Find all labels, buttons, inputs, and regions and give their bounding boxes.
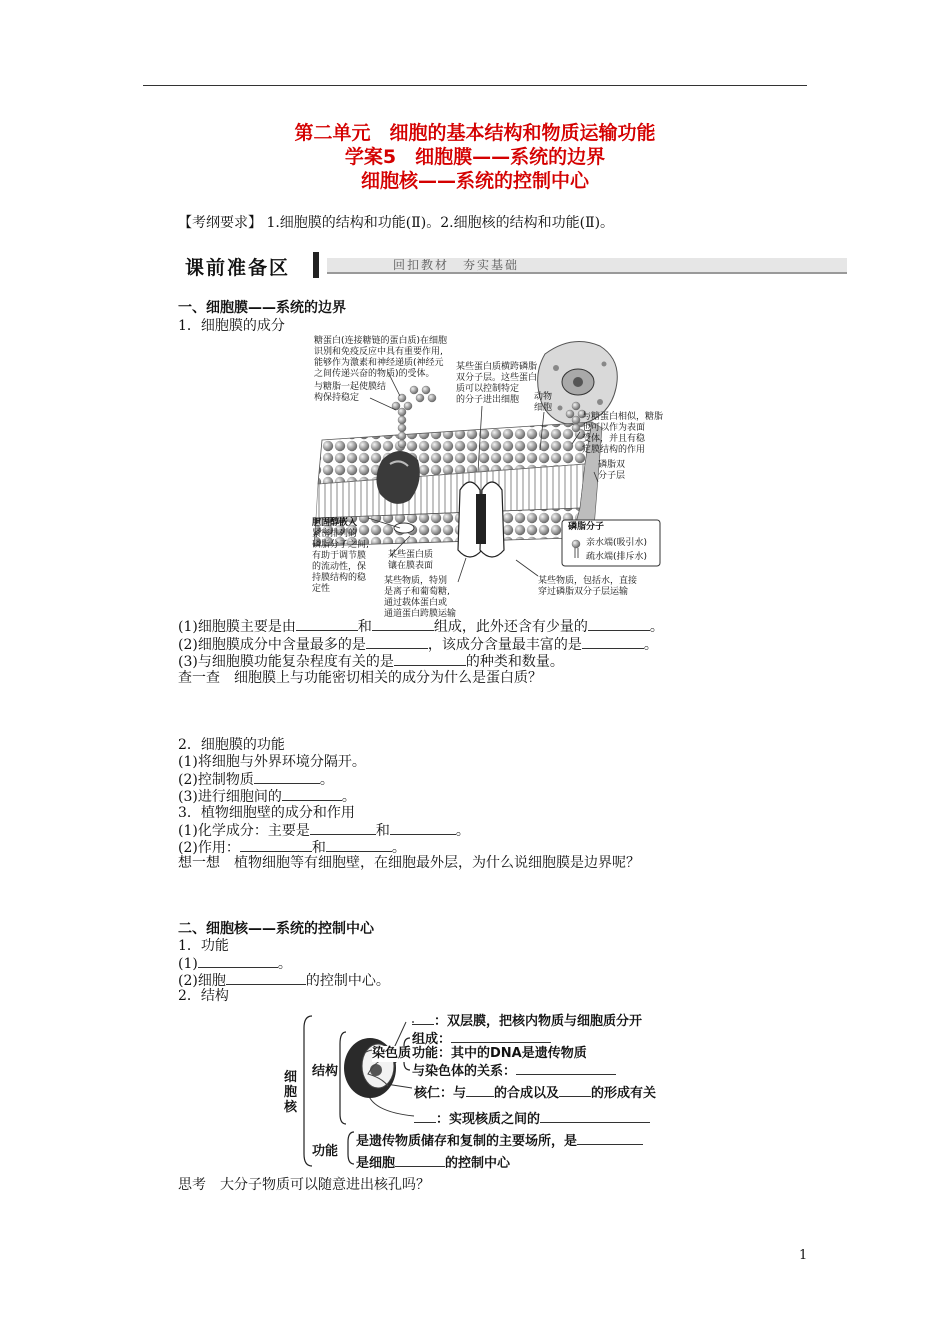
blank	[372, 618, 434, 631]
blank	[395, 1154, 445, 1167]
tree-membrane: ：双层膜，把核内物质与细胞质分开	[412, 1012, 642, 1030]
section1-sub1: 1．细胞膜的成分	[178, 318, 285, 334]
legend-title: 磷脂分子	[568, 522, 605, 532]
cholesterol-icon	[394, 523, 414, 533]
label-animal-cell: 动物 细胞	[534, 392, 553, 413]
label-bilayer: 磷脂双 分子层	[598, 460, 626, 481]
blank	[577, 1132, 643, 1145]
label-glycolipid: 与糖蛋白相似，糖脂 也可以作为表面 受体，并且有稳 定膜结构的作用	[582, 412, 664, 455]
label-water: 某些物质，包括水，直接 穿过磷脂双分子层运输	[538, 576, 638, 597]
blank	[559, 1084, 591, 1097]
tree-dna: 功能：其中的DNA是遗传物质	[412, 1046, 587, 1061]
header-rule	[143, 85, 807, 86]
think-question: 想一想 植物细胞等有细胞壁，在细胞最外层，为什么说细胞膜是边界呢？	[178, 855, 640, 871]
blank	[254, 771, 320, 784]
title-line-2: 学案5 细胞膜——系统的边界	[344, 146, 606, 168]
section-banner	[175, 252, 847, 278]
tree-function-label: 功能	[312, 1144, 339, 1159]
blank	[390, 822, 456, 835]
ponder-question: 思考 大分子物质可以随意进出核孔吗？	[178, 1177, 430, 1193]
blank	[226, 972, 306, 985]
blank	[296, 618, 358, 631]
nucleus-function-2: (2)细胞 的控制中心。	[178, 973, 390, 989]
wall-2: (2)作用： 和 。	[178, 840, 406, 856]
question-2: (2)细胞膜成分中含量最多的是 ，该成分含量最丰富的是 。	[178, 637, 658, 653]
blank	[451, 1030, 551, 1043]
legend-hydrophilic: 亲水端(吸引水)	[586, 538, 648, 548]
blank	[412, 1012, 434, 1025]
label-glycoprotein: 糖蛋白(连接糖链的蛋白质)在细胞 识别和免疫反应中具有重要作用, 能够作为激素和神经递质(神经元 之间传递兴奋的物质)的受体。	[314, 336, 448, 379]
tree-function-2: 是细胞 的控制中心	[356, 1156, 511, 1171]
question-1: (1)细胞膜主要是由 和 组成，此外还含有少量的 。	[178, 619, 664, 635]
label-ions: 某些物质，特别 是离子和葡萄糖, 通过载体蛋白或 通道蛋白跨膜运输	[384, 576, 457, 619]
banner-subtitle: 回扣教材 夯实基础	[393, 258, 520, 272]
blank	[516, 1062, 616, 1075]
blank	[282, 788, 342, 801]
label-embedded: 某些蛋白质 镶在膜表面	[388, 550, 434, 571]
section1-sub3: 3．植物细胞壁的成分和作用	[178, 805, 355, 821]
requirements	[178, 215, 614, 231]
section1-sub2: 2．细胞膜的功能	[178, 737, 285, 753]
cell-membrane-diagram	[310, 332, 670, 622]
title-line-1: 第二单元 细胞的基本结构和物质运输功能	[294, 122, 656, 144]
blank	[588, 618, 650, 631]
nucleus-function-1: (1) 。	[178, 956, 292, 972]
label-cholesterol: 胆固醇嵌入 紧密排列的 磷脂分子之间, 有助于调节膜 的流动性，保 持膜结构的稳 定性	[312, 518, 369, 594]
blank	[394, 653, 466, 666]
function-1: (1)将细胞与外界环境分隔开。	[178, 754, 366, 770]
blank	[466, 1084, 494, 1097]
tree-pore: ：实现核质之间的	[414, 1110, 650, 1128]
tree-chromatin: 染色质	[372, 1046, 412, 1061]
check-question: 查一查 细胞膜上与功能密切相关的成分为什么是蛋白质？	[178, 670, 542, 686]
title-line-3: 细胞核——系统的控制中心	[360, 170, 589, 192]
section2-sub2: 2．结构	[178, 988, 229, 1004]
function-2: (2)控制物质 。	[178, 772, 334, 788]
label-transmembrane: 某些蛋白质横跨磷脂 双分子层。这些蛋白 质可以控制特定 的分子进出细胞	[456, 362, 538, 405]
requirements-text: 1.细胞膜的结构和功能(Ⅱ)。2.细胞核的结构和功能(Ⅱ)。	[266, 215, 615, 231]
blank	[240, 839, 312, 852]
tree-composition: 组成：	[412, 1030, 551, 1048]
requirements-label: 【考纲要求】	[178, 215, 262, 231]
blank	[582, 636, 644, 649]
blank	[366, 636, 428, 649]
question-3: (3)与细胞膜功能复杂程度有关的是 的种类和数量。	[178, 654, 564, 670]
wall-1: (1)化学成分：主要是 和 。	[178, 823, 470, 839]
legend-hydrophobic: 疏水端(排斥水)	[586, 552, 648, 562]
blank	[414, 1110, 436, 1123]
section1-heading: 一、细胞膜——系统的边界	[178, 300, 346, 316]
nucleus-structure-diagram	[282, 1008, 682, 1178]
tree-chromosome: 与染色体的关系：	[412, 1062, 616, 1080]
blank	[198, 955, 278, 968]
tree-structure-label: 结构	[312, 1064, 339, 1079]
banner-bar	[313, 252, 319, 278]
section2-heading: 二、细胞核——系统的控制中心	[178, 921, 374, 937]
function-3: (3)进行细胞间的 。	[178, 789, 356, 805]
section2-sub1: 1．功能	[178, 938, 229, 954]
tree-root: 细 胞 核	[284, 1070, 298, 1115]
blank	[540, 1110, 650, 1123]
tree-nucleolus: 核仁：与 的合成以及 的形成有关	[414, 1086, 657, 1101]
banner-label: 课前准备区	[185, 257, 291, 279]
blank	[326, 839, 392, 852]
tree-function-1: 是遗传物质储存和复制的主要场所，是	[356, 1132, 643, 1150]
blank	[310, 822, 376, 835]
page-number: 1	[799, 1248, 808, 1263]
label-protein-sugar: 与糖脂一起使膜结 构保持稳定	[314, 382, 387, 403]
